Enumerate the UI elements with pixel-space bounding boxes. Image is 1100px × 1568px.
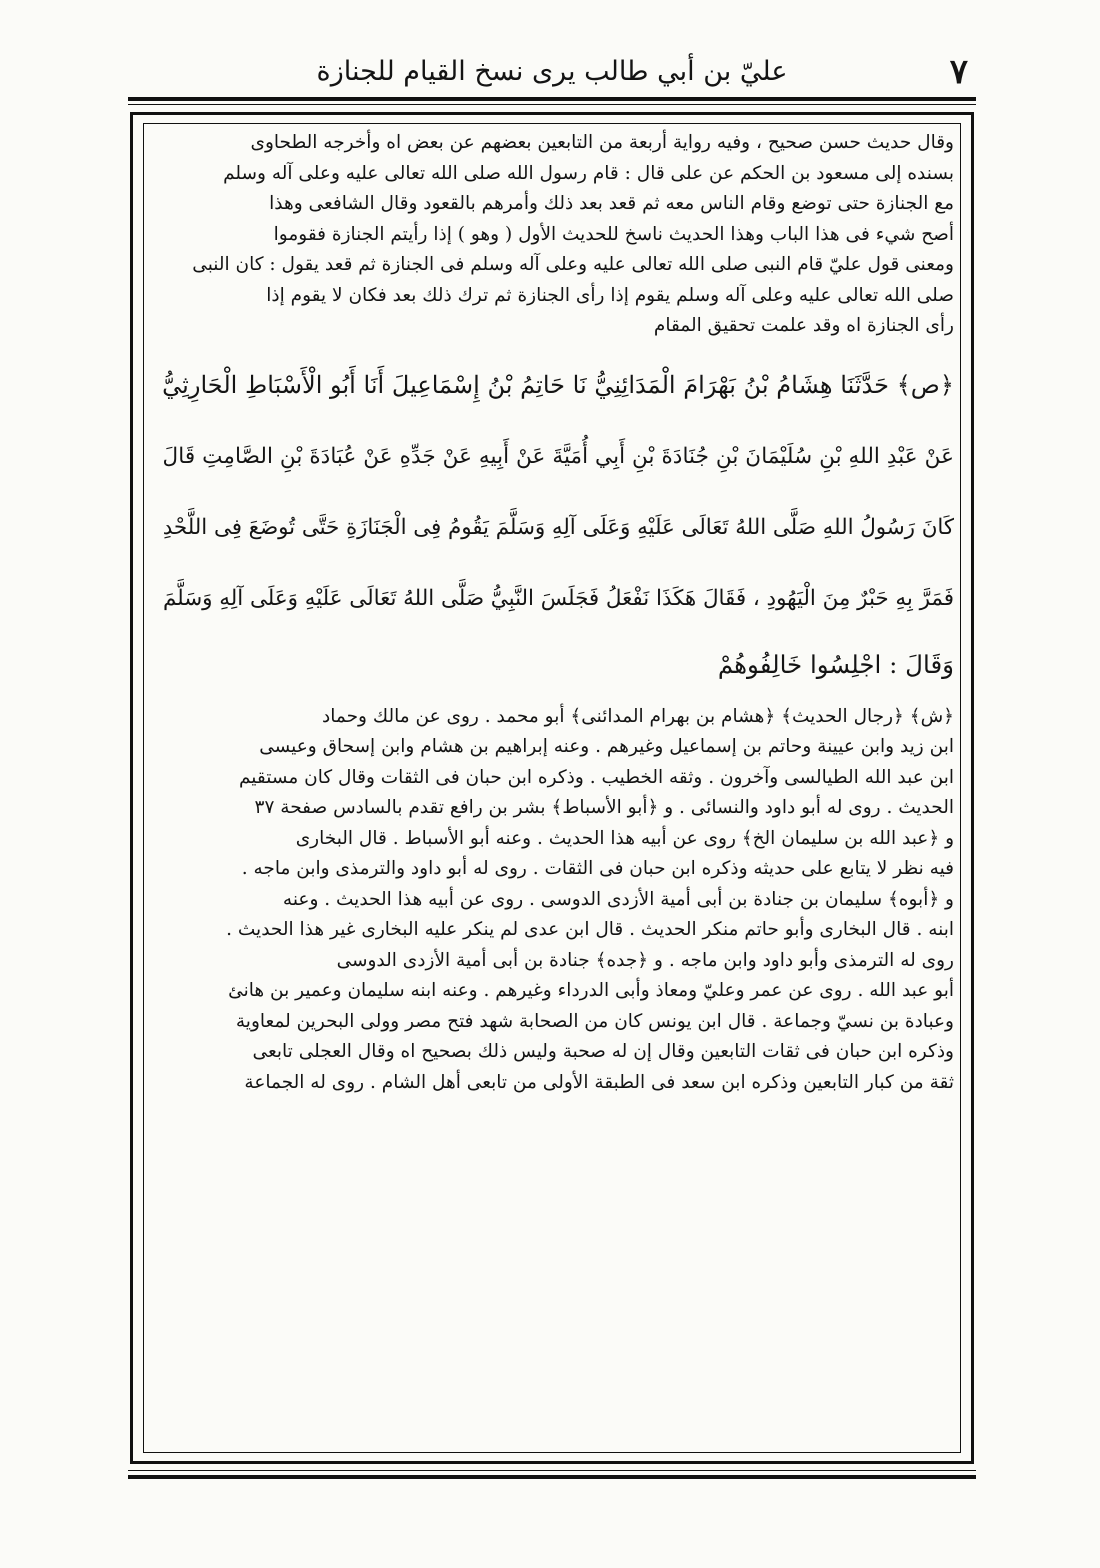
- commentary-line: وقال حديث حسن صحيح ، وفيه رواية أربعة من التابعين بعضهم عن بعض اه وأخرجه الطحاوى: [250, 132, 954, 153]
- commentary-line: ابن عبد الله الطيالسى وآخرون . وثقه الخطيب . وذكره ابن حبان فى الثقات وقال كان مستقيم: [238, 766, 954, 788]
- commentary-line: بسنده إلى مسعود بن الحكم عن على قال : قام رسول الله صلى الله تعالى عليه وعلى آله وسلم: [223, 162, 954, 184]
- running-head: [128, 52, 976, 92]
- hadith-line: ﴿ص﴾ حَدَّثَنَا هِشَامُ بْنُ بَهْرَامَ الْمَدَائِنِيُّ نَا حَاتِمُ بْنُ إِسْمَاعِيلَ أَنَا أَبُو الْأَسْبَاطِ الْحَارِثِيُّ: [162, 370, 954, 399]
- page-content: [154, 128, 954, 1448]
- commentary-line: ومعنى قول عليّ قام النبى صلى الله تعالى عليه وعلى آله وسلم فى الجنازة ثم قعد يقول : كان النبى: [192, 254, 954, 275]
- commentary-bottom: [154, 702, 954, 1099]
- header-rule-thick: [128, 97, 976, 101]
- header-rule-thin: [128, 104, 976, 105]
- hadith-line: عَنْ عَبْدِ اللهِ بْنِ سُلَيْمَانَ بْنِ جُنَادَةَ بْنِ أَبِي أُمَيَّةَ عَنْ أَبِيهِ عَنْ جَدِّهِ عَنْ عُبَادَةَ بْنِ الصَّامِتِ قَالَ: [162, 443, 954, 469]
- commentary-top: [154, 128, 954, 342]
- commentary-line: وذكره ابن حبان فى ثقات التابعين وقال إن له صحبة وليس ذلك بصحيح اه وقال العجلى تابعى: [252, 1041, 954, 1062]
- running-title: عليّ بن أبي طالب يرى نسخ القيام للجنازة: [316, 56, 788, 87]
- commentary-line: و ﴿عبد الله بن سليمان الخ﴾ روى عن أبيه هذا الحديث . وعنه أبو الأسباط . قال البخارى: [295, 827, 954, 849]
- commentary-line: مع الجنازة حتى توضع وقام الناس معه ثم قعد بعد ذلك وأمرهم بالقعود وقال الشافعى وهذا: [269, 193, 954, 214]
- commentary-line: فيه نظر لا يتابع على حديثه وذكره ابن حبان فى الثقات . روى له أبو داود والترمذى وابن ماجه .: [241, 858, 954, 879]
- commentary-line: أبو عبد الله . روى عن عمر وعليّ ومعاذ وأبى الدرداء وغيرهم . وعنه ابنه سليمان وعمير بن هانئ: [228, 980, 954, 1001]
- commentary-line: ابنه . قال البخارى وأبو حاتم منكر الحديث . قال ابن عدى لم ينكر عليه البخارى غير هذا الحديث .: [226, 919, 954, 940]
- commentary-line: ابن زيد وابن عيينة وحاتم بن إسماعيل وغيرهم . وعنه إبراهيم بن هشام وابن إسحاق وعيسى: [259, 736, 954, 757]
- footer-rule-thin: [128, 1470, 976, 1471]
- hadith-text: [154, 350, 954, 696]
- hadith-line: فَمَرَّ بِهِ حَبْرٌ مِنَ الْيَهُودِ ، فَقَالَ هَكَذَا نَفْعَلُ فَجَلَسَ النَّبِيُّ صَلَّى اللهُ تَعَالَى عَلَيْهِ وَعَلَى آلِهِ وَسَلَّمَ: [162, 585, 954, 611]
- hadith-line: كَانَ رَسُولُ اللهِ صَلَّى اللهُ تَعَالَى عَلَيْهِ وَعَلَى آلِهِ وَسَلَّمَ يَقُومُ فِى الْجَنَازَةِ حَتَّى تُوضَعَ فِى اللَّحْدِ: [162, 514, 954, 540]
- commentary-line: وعبادة بن نسيّ وجماعة . قال ابن يونس كان من الصحابة شهد فتح مصر وولى البحرين لمعاوية: [235, 1010, 954, 1032]
- commentary-line: روى له الترمذى وأبو داود وابن ماجه . و ﴿جده﴾ جنادة بن أبى أمية الأزدى الدوسى: [336, 949, 954, 971]
- commentary-line: و ﴿أبوه﴾ سليمان بن جنادة بن أبى أمية الأزدى الدوسى . روى عن أبيه هذا الحديث . وعنه: [282, 888, 954, 910]
- commentary-line: الحديث . روى له أبو داود والنسائى . و ﴿أبو الأسباط﴾ بشر بن رافع تقدم بالسادس صفحة ٣٧: [254, 797, 954, 818]
- commentary-line: رأى الجنازة اه وقد علمت تحقيق المقام: [653, 315, 954, 336]
- commentary-line: ﴿ش﴾ ﴿رجال الحديث﴾ ﴿هشام بن بهرام المدائنى﴾ أبو محمد . روى عن مالك وحماد: [322, 705, 954, 727]
- footer-rule-thick: [128, 1475, 976, 1479]
- page-number: ٧: [949, 52, 968, 92]
- hadith-line: وَقَالَ : اجْلِسُوا خَالِفُوهُمْ: [717, 649, 954, 679]
- commentary-line: أصح شيء فى هذا الباب وهذا الحديث ناسخ للحديث الأول ( وهو ) إذا رأيتم الجنازة فقوموا: [273, 223, 954, 245]
- commentary-line: ثقة من كبار التابعين وذكره ابن سعد فى الطبقة الأولى من تابعى أهل الشام . روى له الجماعة: [244, 1071, 954, 1093]
- commentary-line: صلى الله تعالى عليه وعلى آله وسلم يقوم إذا رأى الجنازة ثم ترك ذلك بعد فكان لا يقوم إذا: [266, 284, 954, 306]
